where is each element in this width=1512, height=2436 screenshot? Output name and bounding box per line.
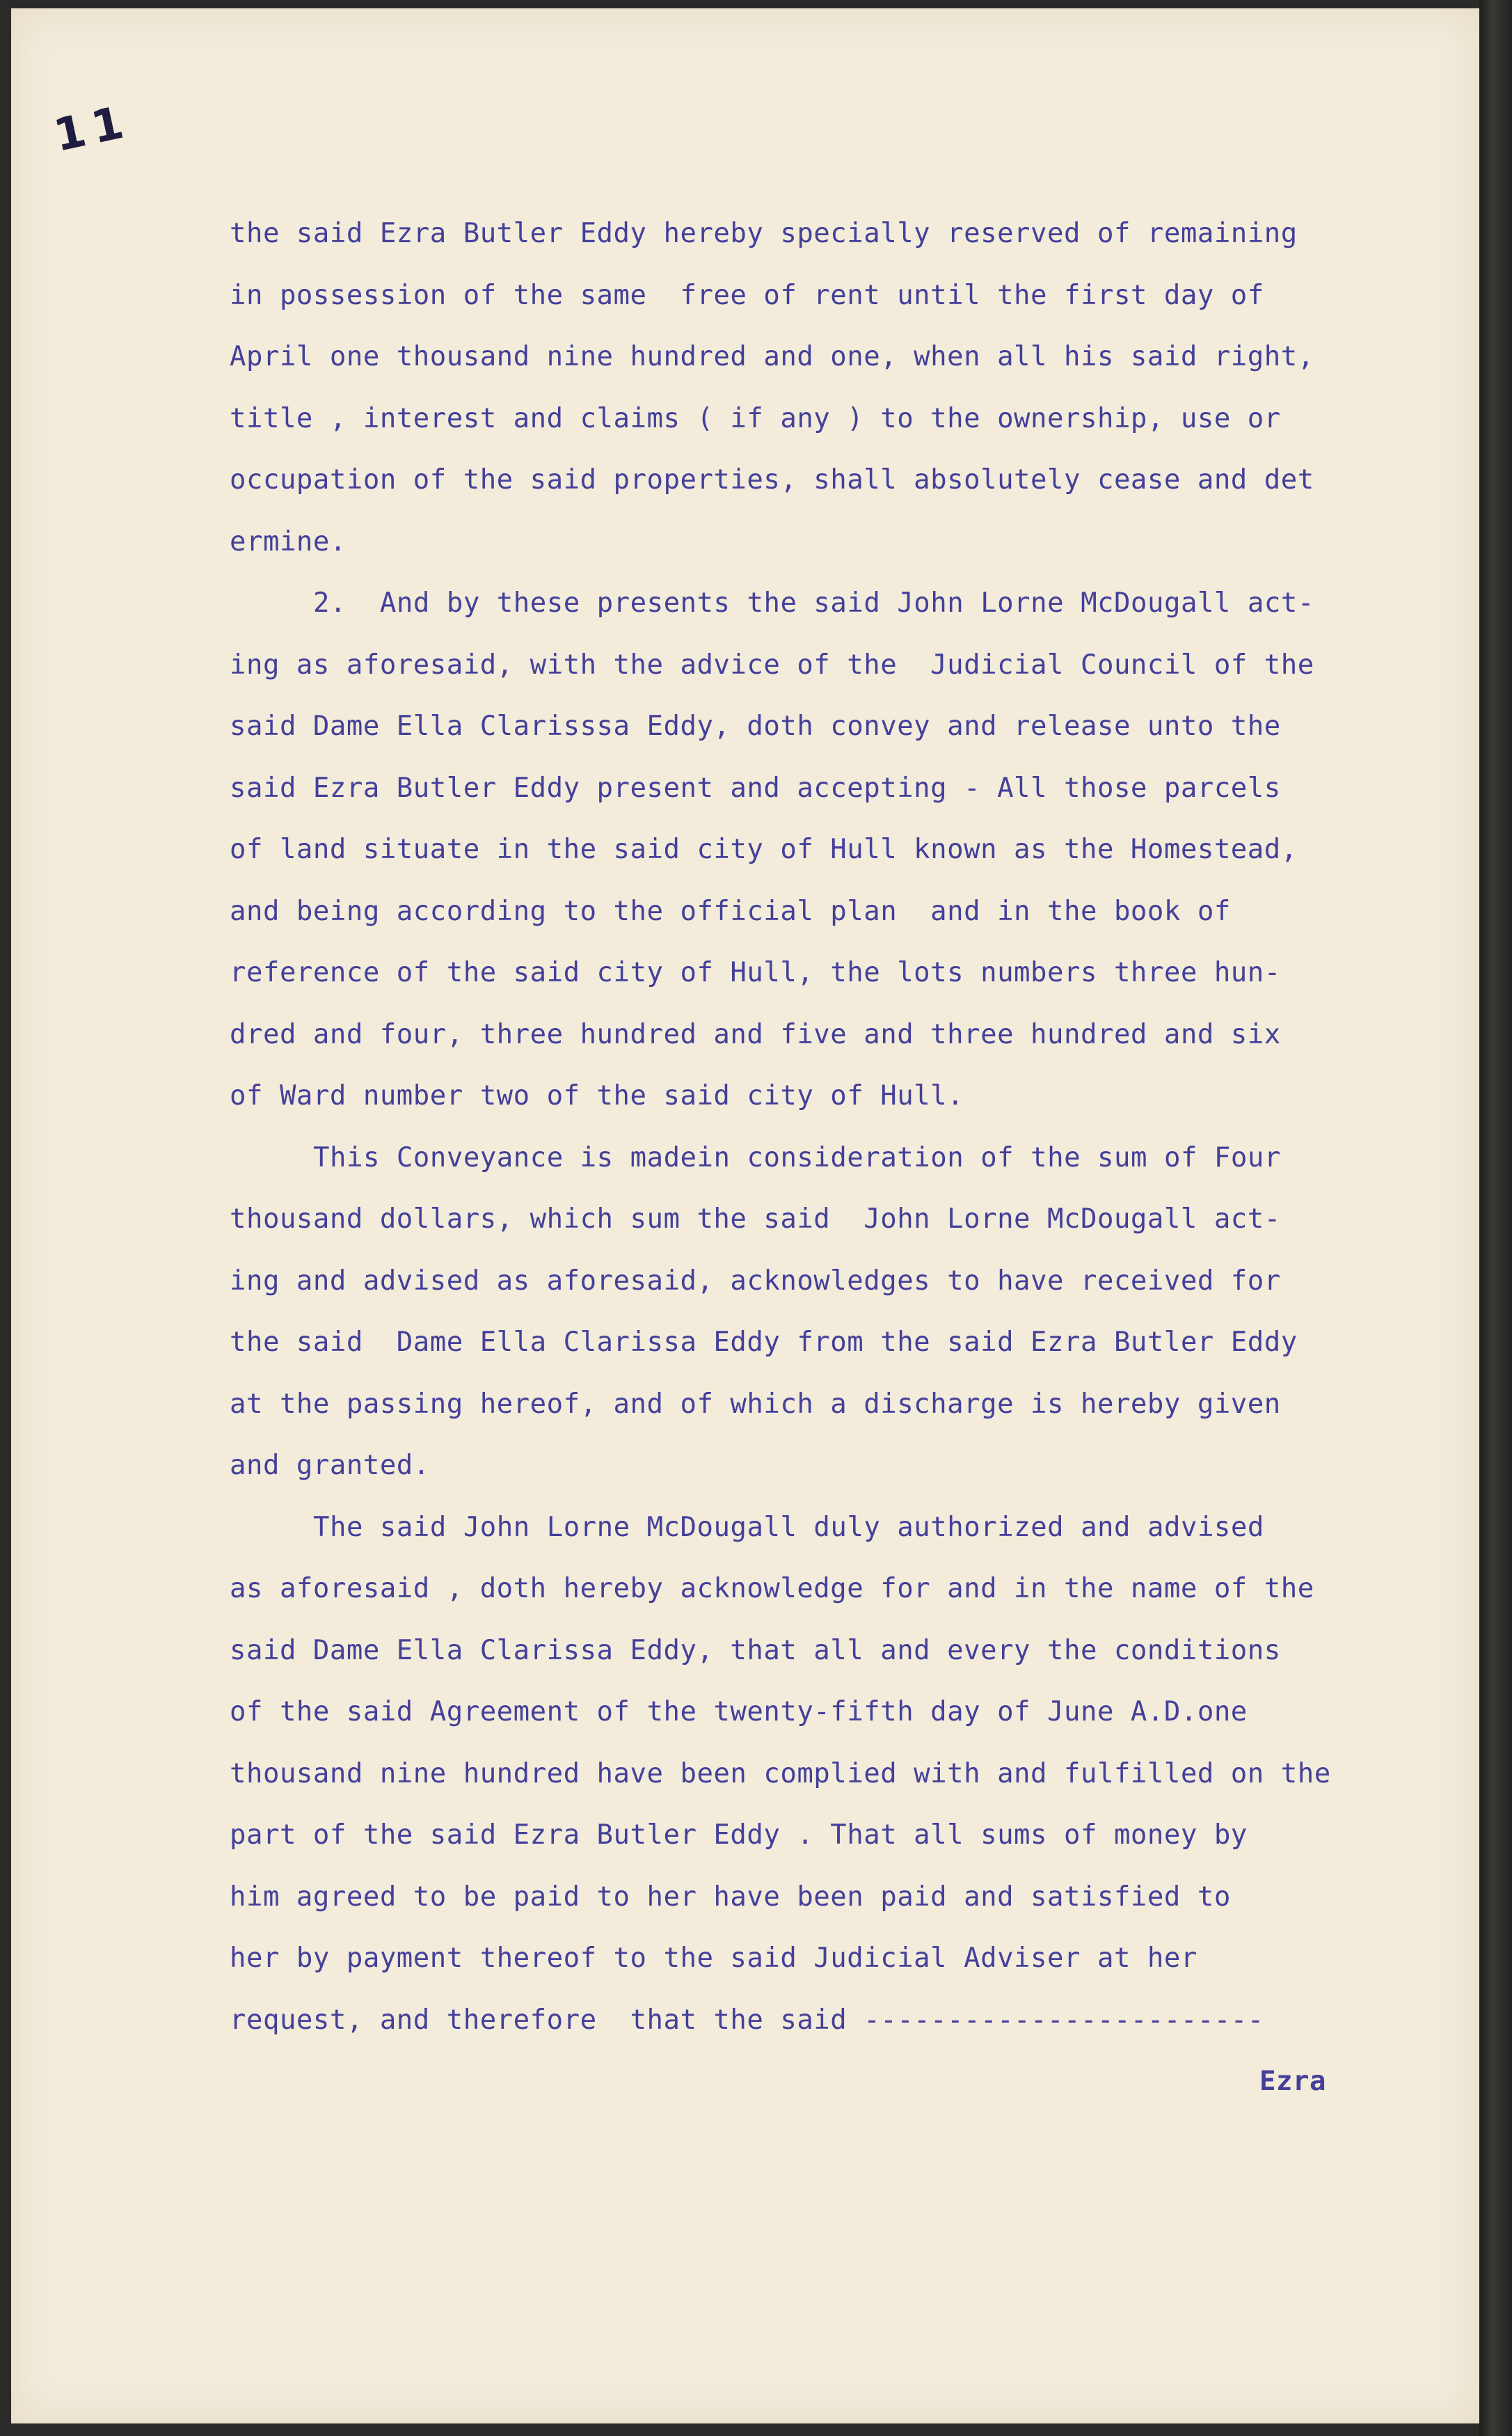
text-line: ing and advised as aforesaid, acknowledges to have received for [230,1265,1281,1297]
text-line: thousand dollars, which sum the said John Lorne McDougall act- [230,1203,1281,1235]
text-line: the said Dame Ella Clarissa Eddy from the said Ezra Butler Eddy [230,1327,1298,1358]
text-line: said Dame Ella Clarisssa Eddy, doth convey and release unto the [230,711,1281,742]
text-line: request, and therefore that the said ------------------------ [230,2004,1264,2036]
text-line: him agreed to be paid to her have been paid and satisfied to [230,1881,1231,1913]
text-line: said Dame Ella Clarissa Eddy, that all and every the conditions [230,1634,1281,1666]
text-line: as aforesaid , doth hereby acknowledge for and in the name of the [230,1573,1314,1604]
paragraph-2-start: 2. And by these presents the said John Lorne McDougall act- [313,587,1314,619]
text-line: April one thousand nine hundred and one, when all his said right, [230,341,1314,372]
text-line: reference of the said city of Hull, the lots numbers three hun- [230,957,1281,988]
text-line: dred and four, three hundred and five and three hundred and six [230,1018,1281,1050]
page-edge-shadow [1479,0,1512,2436]
typed-text-block [230,203,1468,2113]
paragraph-conveyance-start: This Conveyance is madein consideration of the sum of Four [313,1141,1281,1173]
text-line: ing as aforesaid, with the advice of the Judicial Council of the [230,649,1314,681]
text-line: at the passing hereof, and of which a discharge is hereby given [230,1388,1281,1420]
text-line: in possession of the same free of rent until the first day of [230,279,1264,311]
text-line: said Ezra Butler Eddy present and accepting - All those parcels [230,772,1281,804]
text-line: occupation of the said properties, shall absolutely cease and det [230,464,1314,496]
text-line: and being according to the official plan and in the book of [230,895,1231,927]
page-number-mark: 1 1 [49,98,125,162]
text-line: part of the said Ezra Butler Eddy . That all sums of money by [230,1819,1248,1851]
text-line: her by payment thereof to the said Judicial Adviser at her [230,1943,1197,1974]
text-line: thousand nine hundred have been complied with and fulfilled on the [230,1757,1331,1789]
text-line: the said Ezra Butler Eddy hereby specially reserved of remaining [230,218,1298,249]
text-line: of the said Agreement of the twenty-fifth day of June A.D.one [230,1696,1248,1727]
text-line: title , interest and claims ( if any ) to the ownership, use or [230,402,1281,434]
catchword: Ezra [1259,2066,1326,2097]
text-line: of Ward number two of the said city of Hull. [230,1080,964,1112]
text-line: of land situate in the said city of Hull known as the Homestead, [230,834,1298,865]
paragraph-acknowledge-start: The said John Lorne McDougall duly authorized and advised [313,1511,1264,1543]
text-line: ermine. [230,525,347,557]
text-line: and granted. [230,1450,430,1481]
